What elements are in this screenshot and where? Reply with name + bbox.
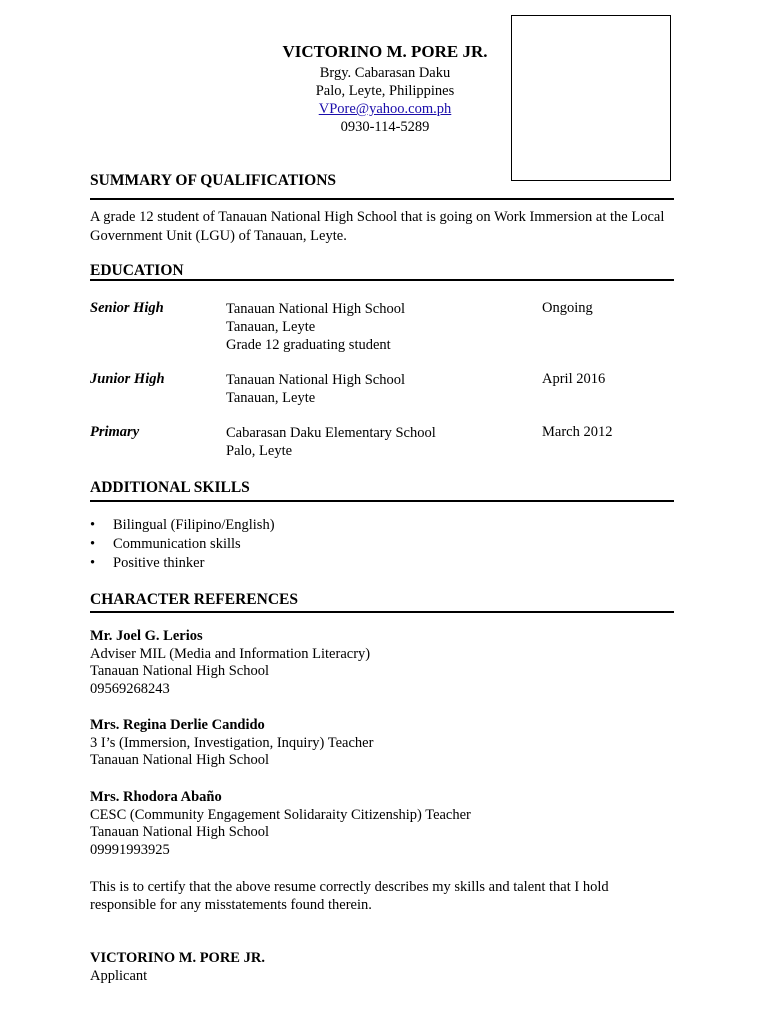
reference-name: Mrs. Regina Derlie Candido [90, 717, 265, 733]
reference-line: 09569268243 [90, 681, 170, 698]
reference-line: Adviser MIL (Media and Information Literacry) [90, 645, 371, 662]
education-date-junior: April 2016 [542, 371, 606, 387]
education-level-primary: Primary [90, 424, 140, 440]
reference-name: Mr. Joel G. Lerios [90, 628, 203, 644]
list-item: • Positive thinker [90, 554, 275, 573]
education-title: EDUCATION [90, 262, 184, 279]
school-location: Tanauan, Leyte [226, 319, 316, 335]
references-divider [90, 611, 674, 613]
skills-title: ADDITIONAL SKILLS [90, 479, 250, 496]
applicant-name: VICTORINO M. PORE JR. [282, 42, 488, 61]
education-school-primary [226, 424, 436, 460]
education-level-senior: Senior High [90, 300, 164, 316]
summary-text: A grade 12 student of Tanauan National High School that is going on Work Immersion at the Local Government Unit (LGU) of Tanauan, Leyte. [90, 209, 665, 244]
email-link[interactable]: VPore@yahoo.com.ph [318, 101, 452, 117]
reference-line: Tanauan National High School [90, 663, 269, 680]
school-name: Tanauan National High School [226, 372, 405, 388]
skills-list [90, 516, 275, 573]
address-line-2: Palo, Leyte, Philippines [315, 83, 455, 99]
reference-line: 09991993925 [90, 842, 170, 859]
summary-divider [90, 198, 674, 200]
photo-placeholder [511, 15, 671, 181]
reference-2 [90, 717, 373, 770]
summary-title: SUMMARY OF QUALIFICATIONS [90, 172, 337, 189]
school-location: Palo, Leyte [226, 443, 293, 459]
education-date-primary: March 2012 [542, 424, 613, 440]
school-name: Tanauan National High School [226, 301, 405, 317]
reference-line: CESC (Community Engagement Solidaraity Citizenship) Teacher [90, 806, 471, 823]
school-name: Cabarasan Daku Elementary School [226, 425, 436, 441]
reference-name: Mrs. Rhodora Abaño [90, 789, 222, 805]
list-item: • Communication skills [90, 535, 275, 554]
school-location: Tanauan, Leyte [226, 390, 316, 406]
education-school-senior [226, 300, 405, 354]
education-school-junior [226, 371, 405, 407]
list-item: • Bilingual (Filipino/English) [90, 516, 275, 535]
skills-divider [90, 500, 674, 502]
signature-block [90, 949, 265, 985]
school-note: Grade 12 graduating student [226, 337, 391, 353]
education-divider [90, 279, 674, 281]
reference-3 [90, 789, 471, 860]
certification-text: This is to certify that the above resume correctly describes my skills and talent that I hold responsible for any misstatements found therein. [90, 879, 609, 913]
reference-line: Tanauan National High School [90, 752, 269, 769]
reference-line: 3 I’s (Immersion, Investigation, Inquiry) Teacher [90, 734, 374, 751]
phone-number: 0930-114-5289 [340, 119, 430, 135]
reference-line: Tanauan National High School [90, 824, 269, 841]
address-line-1: Brgy. Cabarasan Daku [319, 65, 451, 81]
education-date-senior: Ongoing [542, 300, 593, 316]
signature-role: Applicant [90, 968, 148, 984]
reference-1 [90, 628, 370, 699]
education-level-junior: Junior High [90, 371, 165, 387]
references-title: CHARACTER REFERENCES [90, 591, 298, 608]
signature-name: VICTORINO M. PORE JR. [90, 950, 265, 966]
